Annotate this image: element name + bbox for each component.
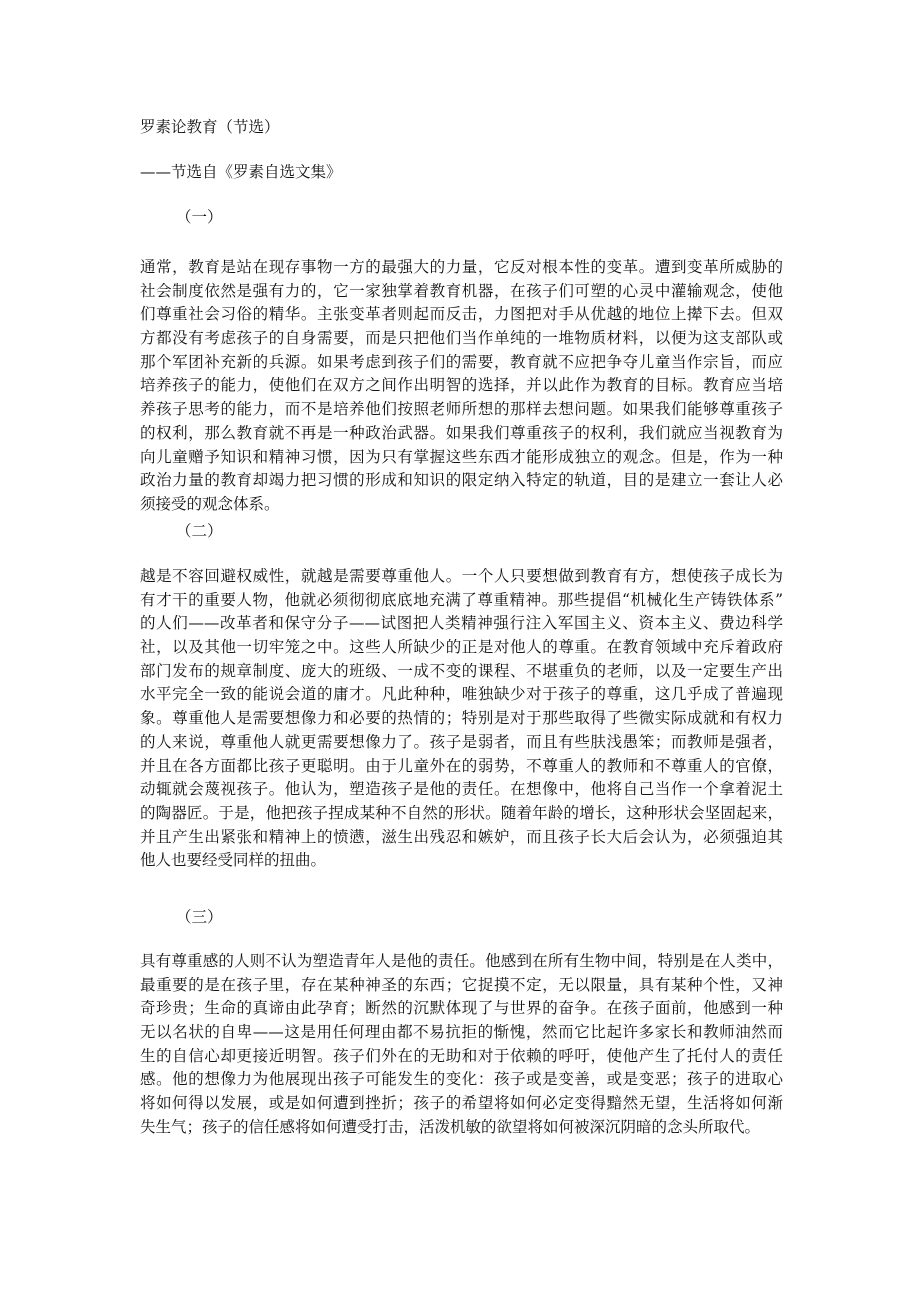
text-line: 的陶器匠。于是，他把孩子捏成某种不自然的形状。随着年龄的增长，这种形状会坚固起来，: [140, 803, 783, 822]
text-line: 并且产生出紧张和精神上的愤懑，滋生出残忍和嫉妒，而且孩子长大后会认为，必须强迫其: [140, 827, 783, 846]
text-line: 社，以及其他一切牢笼之中。这些人所缺少的正是对他人的尊重。在教育领域中充斥着政府: [140, 638, 783, 657]
paragraph-3: [140, 950, 783, 1140]
text-line: 感。他的想像力为他展现出孩子可能发生的变化：孩子或是变善，或是变恶；孩子的进取心: [140, 1070, 783, 1089]
text-line: 将如何得以发展，或是如何遭到挫折；孩子的希望将如何必定变得黯然无望，生活将如何渐: [140, 1094, 783, 1113]
document-subtitle: ——节选自《罗素自选文集》: [140, 163, 342, 181]
text-line: 越是不容回避权威性，就越是需要尊重他人。一个人只要想做到教育有方，想使孩子成长为: [140, 567, 783, 585]
text-line: 奇珍贵；生命的真谛由此孕育；断然的沉默体现了与世界的奋争。在孩子面前，他感到一种: [140, 999, 783, 1018]
text-line: 社会制度依然是强有力的，它一家独掌着教育机器，在孩子们可塑的心灵中灌输观念，使他: [140, 281, 783, 300]
section-heading-3: （三）: [176, 908, 223, 926]
section-heading-2: （二）: [176, 522, 223, 540]
text-line: 部门发布的规章制度、庞大的班级、一成不变的课程、不堪重负的老师，以及一定要生产出: [140, 661, 783, 680]
text-line: 培养孩子的能力，使他们在双方之间作出明智的选择，并以此作为教育的目标。教育应当培: [140, 376, 783, 395]
text-line: 失生气；孩子的信任感将如何遭受打击，活泼机敏的欲望将如何被深沉阴暗的念头所取代。: [140, 1117, 761, 1136]
text-line: 须接受的观念体系。: [140, 494, 280, 513]
text-line: 生的自信心却更接近明智。孩子们外在的无助和对于依赖的呼吁，使他产生了托付人的责任: [140, 1046, 783, 1065]
text-line: 向儿童赠予知识和精神习惯，因为只有掌握这些东西才能形成独立的观念。但是，作为一种: [140, 447, 783, 466]
section-heading-1: （一）: [176, 208, 223, 226]
text-line: 的人来说，尊重他人就更需要想像力了。孩子是弱者，而且有些肤浅愚笨；而教师是强者，: [140, 732, 783, 751]
text-line: 并且在各方面都比孩子更聪明。由于儿童外在的弱势，不尊重人的教师和不尊重人的官僚，: [140, 756, 783, 775]
text-line: 通常，教育是站在现存事物一方的最强大的力量，它反对根本性的变革。遭到变革所威胁的: [140, 258, 783, 276]
document-title: 罗素论教育（节选）: [140, 118, 280, 136]
text-line: 那个军团补充新的兵源。如果考虑到孩子们的需要，教育就不应把争夺儿童当作宗旨，而应: [140, 352, 783, 371]
text-line: 的权利，那么教育就不再是一种政治武器。如果我们尊重孩子的权利，我们就应当视教育为: [140, 423, 783, 442]
text-line: 政治力量的教育却竭力把习惯的形成和知识的限定纳入特定的轨道，目的是建立一套让人必: [140, 471, 783, 490]
text-line: 具有尊重感的人则不认为塑造青年人是他的责任。他感到在所有生物中间，特别是在人类中，: [140, 952, 783, 970]
text-line: 有才干的重要人物，他就必须彻彻底底地充满了尊重精神。那些提倡“机械化生产铸铁体系”: [140, 590, 783, 609]
text-line: 们尊重社会习俗的精华。主张变革者则起而反击，力图把对手从优越的地位上撵下去。但双: [140, 305, 783, 324]
text-line: 养孩子思考的能力，而不是培养他们按照老师所想的那样去想问题。如果我们能够尊重孩子: [140, 400, 783, 419]
paragraph-1: [140, 256, 783, 517]
text-line: 他人也要经受同样的扭曲。: [140, 851, 327, 870]
text-line: 动辄就会蔑视孩子。他认为，塑造孩子是他的责任。在想像中，他将自己当作一个拿着泥土: [140, 780, 783, 799]
text-line: 方都没有考虑孩子的自身需要，而是只把他们当作单纯的一堆物质材料，以便为这支部队或: [140, 329, 783, 348]
text-line: 水平完全一致的能说会道的庸才。凡此种种，唯独缺少对于孩子的尊重，这几乎成了普遍现: [140, 685, 783, 704]
text-line: 最重要的是在孩子里，存在某种神圣的东西；它捉摸不定，无以限量，具有某种个性，又神: [140, 975, 783, 994]
text-line: 象。尊重他人是需要想像力和必要的热情的；特别是对于那些取得了些微实际成就和有权力: [140, 709, 783, 728]
paragraph-2: [140, 565, 783, 873]
text-line: 的人们——改革者和保守分子——试图把人类精神强行注入军国主义、资本主义、费边科学: [140, 614, 783, 633]
text-line: 无以名状的自卑——这是用任何理由都不易抗拒的惭愧，然而它比起许多家长和教师油然而: [140, 1023, 783, 1042]
